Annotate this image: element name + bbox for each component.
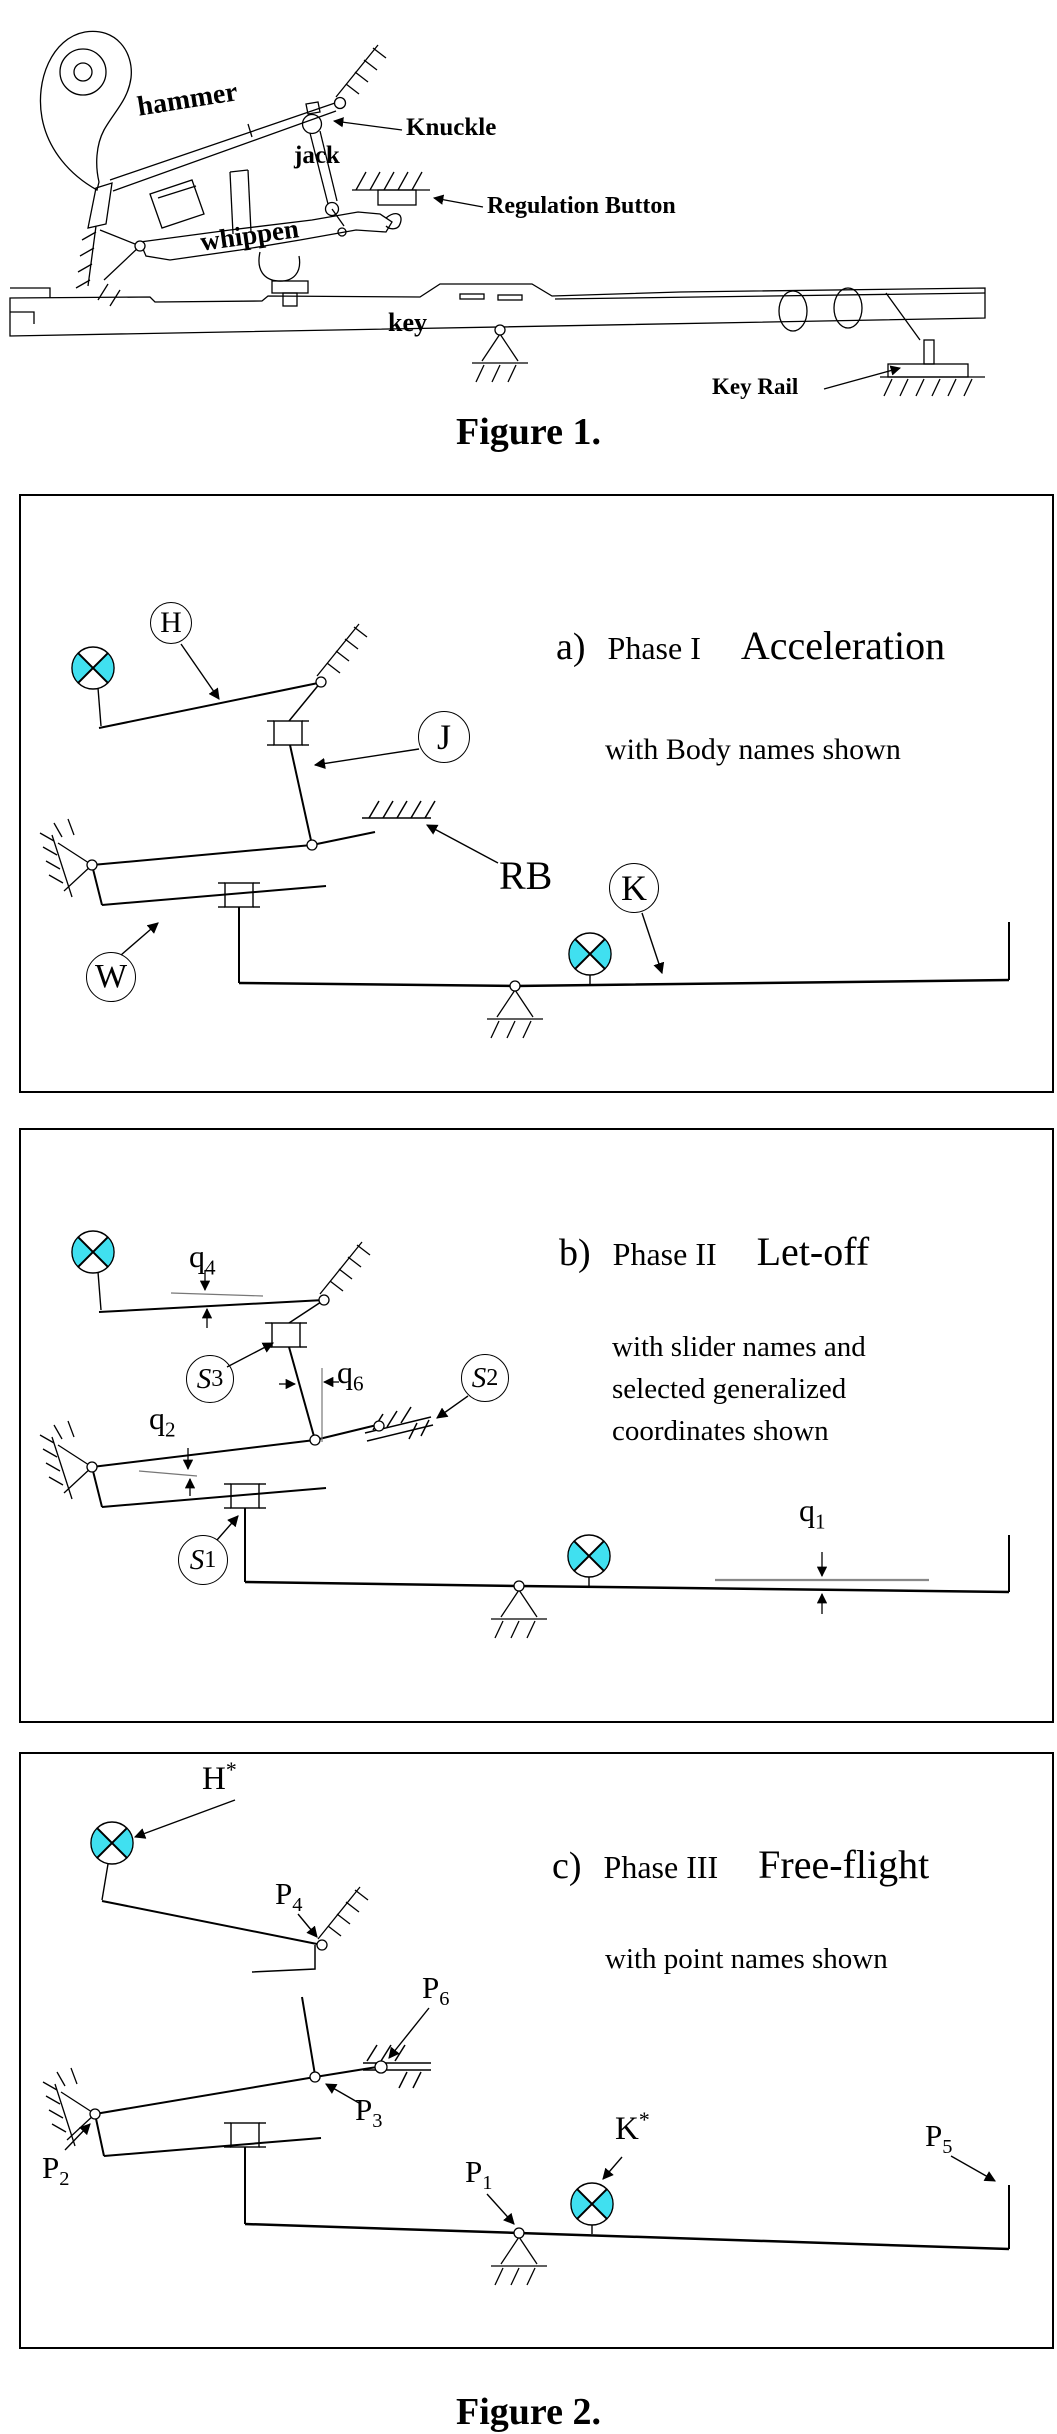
- panel-b-prefix: b): [559, 1232, 591, 1274]
- label-knuckle: Knuckle: [406, 114, 497, 141]
- panel-a-phase: Phase I: [607, 630, 701, 666]
- panel-a-title: [556, 622, 945, 669]
- slider-label-S1: S 1: [178, 1535, 228, 1585]
- slider-label-S2: S 2: [461, 1354, 509, 1402]
- panel-b-title: [559, 1228, 869, 1275]
- coord-label-q4: $q_4$: [189, 1238, 216, 1280]
- figure1-drawing: [0, 0, 1057, 462]
- panel-c-title: [552, 1841, 929, 1888]
- panel-a: [19, 494, 1054, 1093]
- figure2-caption: Figure 2.: [456, 2391, 601, 2433]
- figure1-arrows: [334, 121, 900, 389]
- regulation-button-ground: [362, 801, 435, 818]
- body-label-K: K: [609, 863, 659, 913]
- panel-b-phase: Phase II: [612, 1236, 717, 1272]
- com-label-K-star: K*: [615, 2108, 650, 2147]
- key-com-icon: [569, 933, 611, 975]
- body-label-J: J: [418, 711, 470, 763]
- hammer-com-icon: [72, 647, 114, 689]
- hammer-assembly: [40, 31, 386, 228]
- figure1-caption: Figure 1.: [456, 411, 601, 453]
- key-body: [10, 284, 985, 382]
- panel-a-linkage: [40, 624, 1009, 1038]
- coord-label-q6: $q_6$: [337, 1354, 364, 1396]
- regulation-button: [352, 172, 430, 205]
- hammer-com-icon: [91, 1822, 133, 1864]
- point-label-P3: $P_3$: [355, 2092, 383, 2133]
- panel-a-subtitle: with Body names shown: [605, 733, 901, 766]
- com-label-H-star: H*: [202, 1758, 237, 1797]
- body-label-RB: RB: [499, 853, 553, 898]
- label-whippen: whippen: [198, 213, 301, 257]
- panel-b-subtitle-line2: selected generalized: [612, 1373, 847, 1406]
- slider-label-S3: S 3: [186, 1355, 234, 1403]
- panel-b-title-text: Let-off: [756, 1229, 870, 1274]
- panel-b-drawing: [21, 1130, 1052, 1721]
- panel-a-prefix: a): [556, 626, 586, 668]
- panel-c-subtitle: with point names shown: [605, 1943, 888, 1975]
- point-label-P4: $P_4$: [275, 1876, 303, 1917]
- panel-c-phase: Phase III: [603, 1849, 719, 1885]
- label-key-rail: Key Rail: [712, 374, 799, 399]
- body-label-H: H: [150, 602, 192, 644]
- key-com-icon: [568, 1535, 610, 1577]
- s2-slot-ground: [365, 1407, 433, 1441]
- coord-label-q1: $q_1$: [799, 1492, 826, 1534]
- label-hammer: hammer: [135, 76, 240, 123]
- panel-b-subtitle-line3: coordinates shown: [612, 1415, 829, 1448]
- label-regulation-button: Regulation Button: [487, 193, 676, 219]
- point-label-P2: $P_2$: [42, 2150, 70, 2191]
- key-rail: [880, 340, 985, 396]
- panel-b-subtitle-line1: with slider names and: [612, 1331, 866, 1363]
- panel-c-title-text: Free-flight: [758, 1842, 930, 1887]
- panel-a-drawing: [21, 496, 1052, 1091]
- label-jack: jack: [294, 142, 340, 169]
- p6-slot-ground: [363, 2045, 431, 2088]
- hammer-com-icon: [72, 1231, 114, 1273]
- panel-b: [19, 1128, 1054, 1723]
- panel-c: [19, 1752, 1054, 2349]
- panel-a-arrows: [121, 644, 662, 973]
- panel-b-subtitle: [612, 1326, 866, 1452]
- panel-c-prefix: c): [552, 1845, 582, 1887]
- point-label-P5: $P_5$: [925, 2118, 953, 2159]
- panel-a-title-text: Acceleration: [740, 623, 946, 668]
- point-label-P6: $P_6$: [422, 1970, 450, 2011]
- key-com-icon: [571, 2183, 613, 2225]
- point-label-P1: $P_1$: [465, 2154, 493, 2195]
- label-key: key: [388, 308, 427, 337]
- body-label-W: W: [86, 952, 136, 1002]
- coord-label-q2: $q_2$: [149, 1400, 176, 1442]
